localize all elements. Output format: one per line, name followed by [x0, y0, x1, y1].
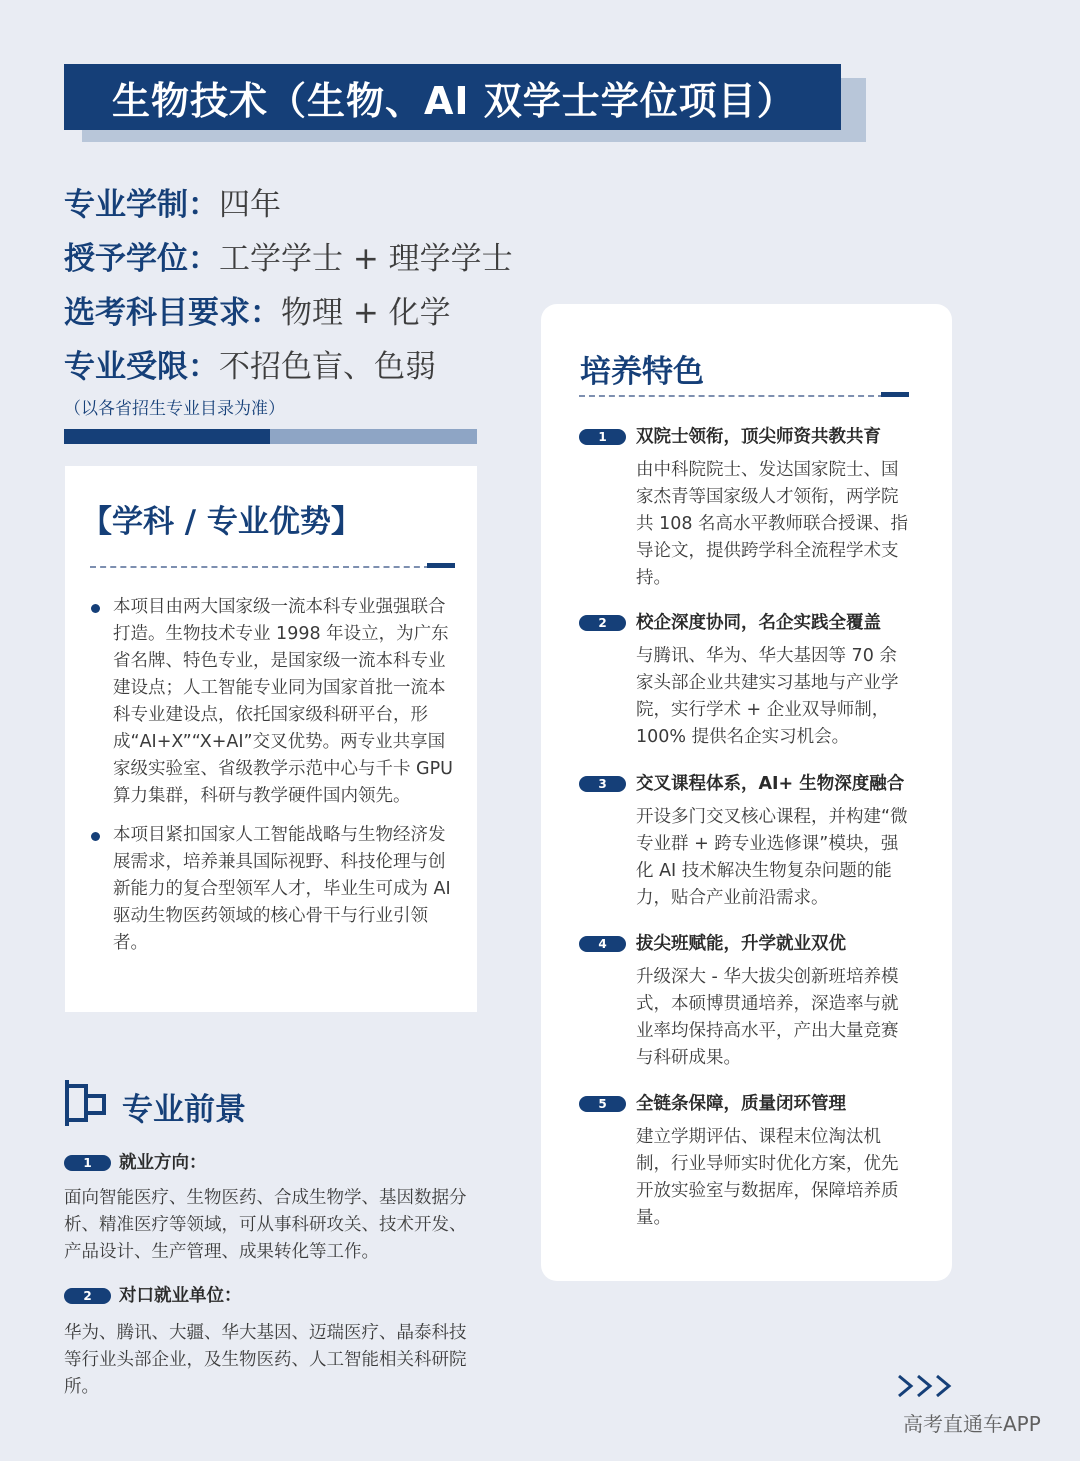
- feature-item-1: [579, 424, 914, 592]
- features-card: [541, 304, 952, 1281]
- feature-heading: 交叉课程体系，AI+ 生物深度融合: [636, 774, 905, 794]
- info-label: 专业受限：: [64, 349, 219, 385]
- info-degree: [64, 239, 513, 279]
- prospect-subhead-2: [64, 1283, 242, 1309]
- dashed-divider: [90, 566, 430, 568]
- divider-accent: [427, 563, 455, 568]
- prospect-subhead-1: [64, 1150, 207, 1176]
- subhead-text: 对口就业单位：: [119, 1286, 242, 1306]
- feature-item-2: [579, 610, 914, 751]
- feature-body: 由中科院院士、发达国家院士、国家杰青等国家级人才领衔，两学院共 108 名高水平教师联合授课、指导论文，提供跨学科全流程学术支持。: [636, 460, 909, 588]
- feature-item-3: [579, 771, 914, 912]
- bullet-dot-icon: [91, 832, 100, 841]
- info-subjects: [64, 293, 451, 333]
- features-title: 培养特色: [580, 354, 704, 390]
- bullet-dot-icon: [91, 604, 100, 613]
- info-value: 物理 + 化学: [281, 295, 451, 331]
- flag-icon: [64, 1080, 108, 1126]
- feature-body: 升级深大 - 华大拔尖创新班培养模式，本硕博贯通培养，深造率与就业率均保持高水平，产出大量竞赛与科研成果。: [636, 967, 899, 1068]
- feature-heading: 拔尖班赋能，升学就业双优: [636, 934, 846, 954]
- list-item: [90, 594, 455, 810]
- feature-head: [579, 771, 914, 797]
- info-value: 不招色盲、色弱: [219, 349, 436, 385]
- feature-head: [579, 424, 914, 450]
- dashed-divider: [579, 395, 884, 397]
- info-label: 选考科目要求：: [64, 295, 281, 331]
- feature-body: 建立学期评估、课程末位淘汰机制，行业导师实时优化方案，优先开放实验室与数据库，保障培养质量。: [636, 1127, 899, 1228]
- number-badge: 5: [579, 1096, 626, 1112]
- info-label: 授予学位：: [64, 241, 219, 277]
- info-restriction: [64, 347, 436, 387]
- title-banner: [64, 64, 841, 130]
- advantages-list: [90, 594, 455, 969]
- feature-body: 开设多门交叉核心课程，并构建“微专业群 + 跨专业选修课”模块，强化 AI 技术解决生物复杂问题的能力，贴合产业前沿需求。: [636, 807, 908, 908]
- chevron-right-icon: [897, 1372, 955, 1400]
- number-badge: 3: [579, 776, 626, 792]
- prospect-body-1: 面向智能医疗、生物医药、合成生物学、基因数据分析、精准医疗等领域，可从事科研攻关、技术开发、产品设计、生产管理、成果转化等工作。: [64, 1188, 467, 1262]
- info-note: （以各省招生专业目录为准）: [64, 399, 285, 419]
- feature-heading: 双院士领衔，顶尖师资共教共育: [636, 427, 881, 447]
- info-value: 四年: [219, 187, 281, 223]
- feature-item-4: [579, 931, 914, 1072]
- info-label: 专业学制：: [64, 187, 219, 223]
- watermark: 高考直通车APP: [903, 1412, 1041, 1436]
- feature-head: [579, 931, 914, 957]
- number-badge: 1: [64, 1155, 111, 1171]
- feature-heading: 全链条保障，质量闭环管理: [636, 1094, 846, 1114]
- feature-head: [579, 610, 914, 636]
- prospects-title: 专业前景: [122, 1092, 246, 1128]
- advantages-card: [65, 466, 477, 1012]
- list-item-text: 本项目由两大国家级一流本科专业强强联合打造。生物技术专业 1998 年设立，为广东省名牌、特色专业，是国家级一流本科专业建设点；人工智能专业同为国家首批一流本科专业建设点，依托国家级科研平台，形成“AI+X”“X+AI”交叉优势。两专业共享国家级实验室、省级教学示范中心与千卡 GPU 算力集群，科研与教学硬件国内领先。: [113, 597, 453, 806]
- list-item-text: 本项目紧扣国家人工智能战略与生物经济发展需求，培养兼具国际视野、科技伦理与创新能力的复合型领军人才，毕业生可成为 AI 驱动生物医药领域的核心骨干与行业引领者。: [113, 825, 451, 953]
- divider-accent: [881, 392, 909, 397]
- info-value: 工学学士 + 理学学士: [219, 241, 513, 277]
- advantages-title: 【学科 / 专业优势】: [81, 504, 362, 540]
- feature-heading: 校企深度协同，名企实践全覆盖: [636, 613, 881, 633]
- feature-body: 与腾讯、华为、华大基因等 70 余家头部企业共建实习基地与产业学院，实行学术 + 企业双导师制，100% 提供名企实习机会。: [636, 646, 899, 747]
- info-duration: [64, 185, 281, 225]
- divider-bar: [64, 429, 477, 444]
- subhead-text: 就业方向：: [119, 1153, 207, 1173]
- page-title: 生物技术（生物、AI 双学士学位项目）: [112, 78, 796, 123]
- number-badge: 2: [64, 1288, 111, 1304]
- feature-item-5: [579, 1091, 914, 1232]
- number-badge: 2: [579, 615, 626, 631]
- list-item: [90, 822, 455, 957]
- feature-head: [579, 1091, 914, 1117]
- prospect-body-2: 华为、腾讯、大疆、华大基因、迈瑞医疗、晶泰科技等行业头部企业，及生物医药、人工智能相关科研院所。: [64, 1323, 467, 1397]
- number-badge: 4: [579, 936, 626, 952]
- number-badge: 1: [579, 429, 626, 445]
